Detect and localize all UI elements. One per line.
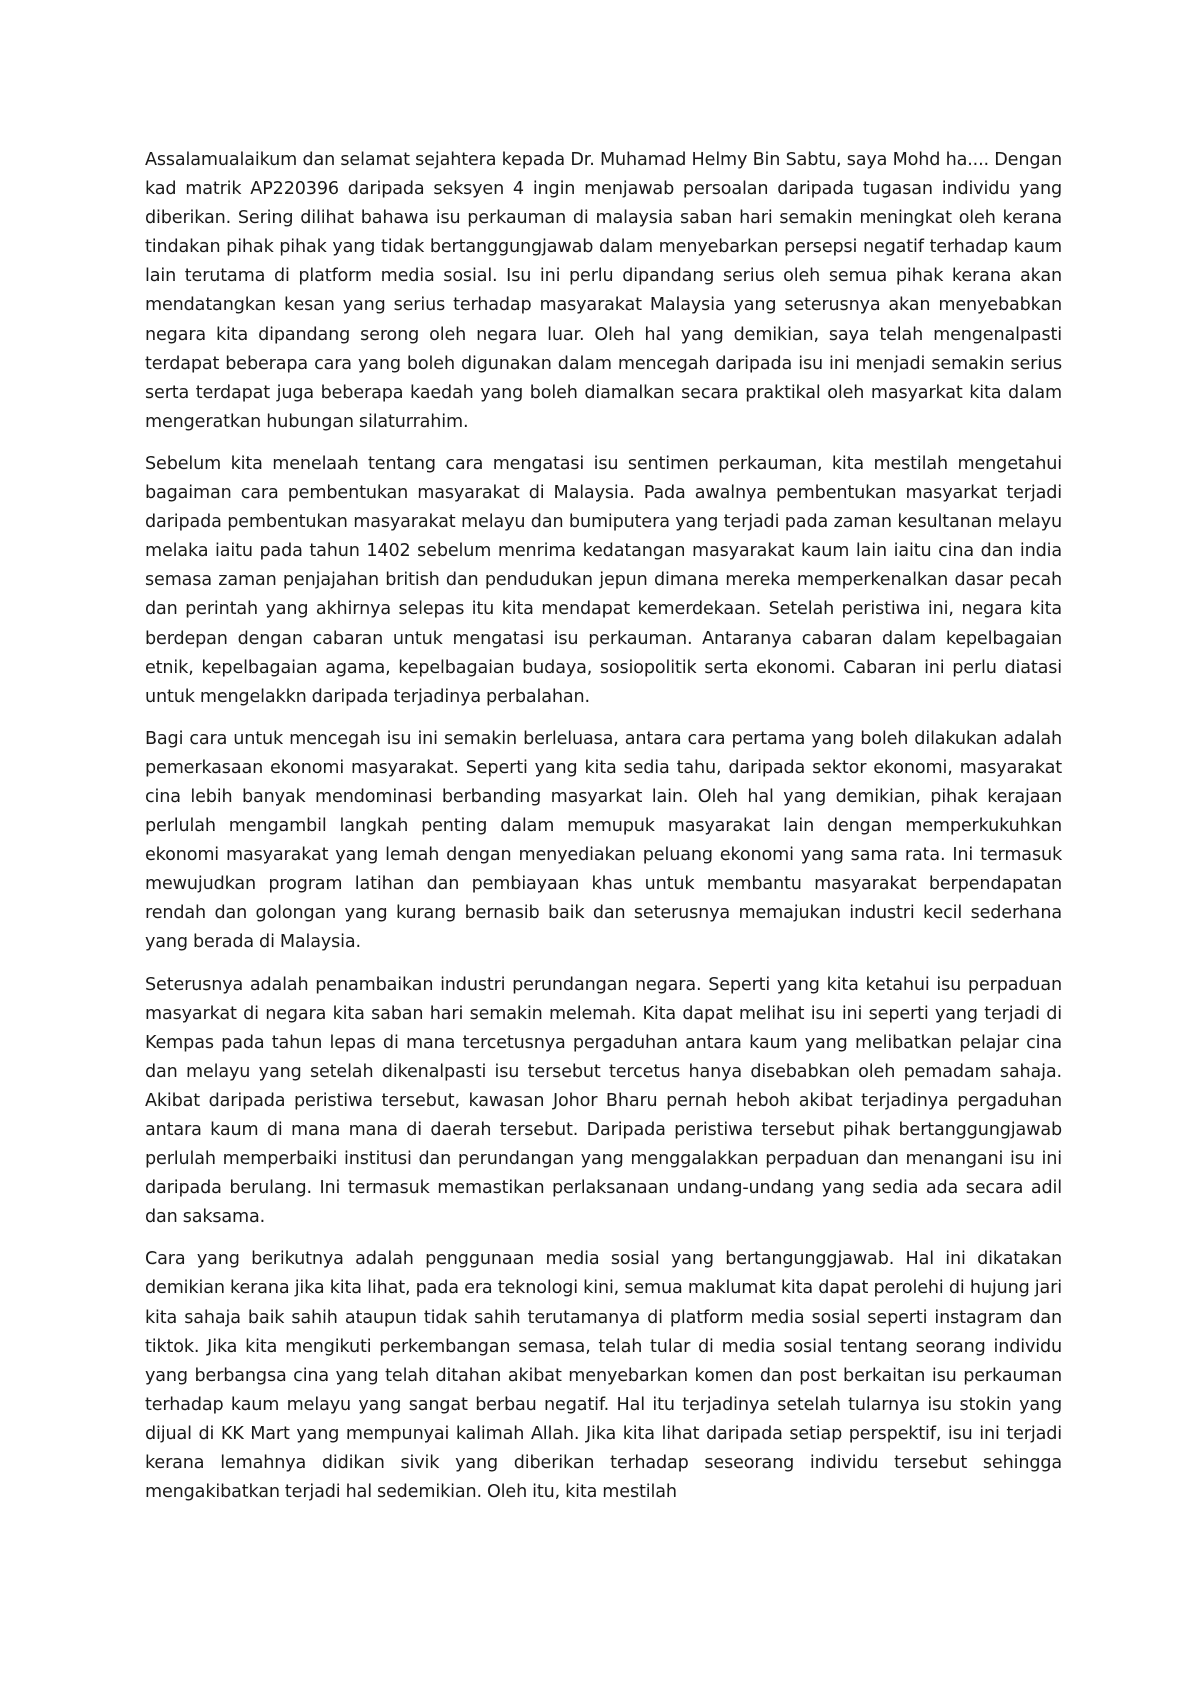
paragraph-economy: Bagi cara untuk mencegah isu ini semakin berleluasa, antara cara pertama yang boleh dilakukan adalah pemerkasaan ekonomi masyarakat. Seperti yang kita sedia tahu, daripada sektor ekonomi, masyarakat cina lebih banyak mendominasi berbanding masyarkat lain. Oleh hal yang demikian, pihak kerajaan perlulah mengambil langkah penting dalam memupuk masyarakat lain dengan memperkukuhkan ekonomi masyarakat yang lemah dengan menyediakan peluang ekonomi yang sama rata. Ini termasuk mewujudkan program latihan dan pembiayaan khas untuk membantu masyarakat berpendapatan rendah dan golongan yang kurang bernasib baik dan seterusnya memajukan industri kecil sederhana yang berada di Malaysia. (145, 728, 1062, 953)
document-body (145, 146, 1062, 1520)
paragraph-social-media: Cara yang berikutnya adalah penggunaan media sosial yang bertangunggjawab. Hal ini dikatakan demikian kerana jika kita lihat, pada era teknologi kini, semua maklumat kita dapat perolehi di hujung jari kita sahaja baik sahih ataupun tidak sahih terutamanya di platform media sosial seperti instagram dan tiktok. Jika kita mengikuti perkembangan semasa, telah tular di media sosial tentang seorang individu yang berbangsa cina yang telah ditahan akibat menyebarkan komen dan post berkaitan isu perkauman terhadap kaum melayu yang sangat berbau negatif. Hal itu terjadinya setelah tularnya isu stokin yang dijual di KK Mart yang mempunyai kalimah Allah. Jika kita lihat daripada setiap perspektif, isu ini terjadi kerana lemahnya didikan sivik yang diberikan terhadap seseorang individu tersebut sehingga mengakibatkan terjadi hal sedemikian. Oleh itu, kita mestilah (145, 1249, 1062, 1503)
paragraph-legislation: Seterusnya adalah penambaikan industri perundangan negara. Seperti yang kita ketahui isu perpaduan masyarkat di negara kita saban hari semakin melemah. Kita dapat melihat isu ini seperti yang terjadi di Kempas pada tahun lepas di mana tercetusnya pergaduhan antara kaum yang melibatkan pelajar cina dan melayu yang setelah dikenalpasti isu tersebut tercetus hanya disebabkan oleh pemadam sahaja. Akibat daripada peristiwa tersebut, kawasan Johor Bharu pernah heboh akibat terjadinya pergaduhan antara kaum di mana mana di daerah tersebut. Daripada peristiwa tersebut pihak bertanggungjawab perlulah memperbaiki institusi dan perundangan yang menggalakkan perpaduan dan menangani isu ini daripada berulang. Ini termasuk memastikan perlaksanaan undang-undang yang sedia ada secara adil dan saksama. (145, 974, 1062, 1228)
paragraph-background: Sebelum kita menelaah tentang cara mengatasi isu sentimen perkauman, kita mestilah mengetahui bagaiman cara pembentukan masyarakat di Malaysia. Pada awalnya pembentukan masyarkat terjadi daripada pembentukan masyarakat melayu dan bumiputera yang terjadi pada zaman kesultanan melayu melaka iaitu pada tahun 1402 sebelum menrima kedatangan masyarakat kaum lain iaitu cina dan india semasa zaman penjajahan british dan pendudukan jepun dimana mereka memperkenalkan dasar pecah dan perintah yang akhirnya selepas itu kita mendapat kemerdekaan. Setelah peristiwa ini, negara kita berdepan dengan cabaran untuk mengatasi isu perkauman. Antaranya cabaran dalam kepelbagaian etnik, kepelbagaian agama, kepelbagaian budaya, sosiopolitik serta ekonomi. Cabaran ini perlu diatasi untuk mengelakkn daripada terjadinya perbalahan. (145, 453, 1062, 707)
paragraph-introduction: Assalamualaikum dan selamat sejahtera kepada Dr. Muhamad Helmy Bin Sabtu, saya Mohd ha.... Dengan kad matrik AP220396 daripada seksyen 4 ingin menjawab persoalan daripada tugasan individu yang diberikan. Sering dilihat bahawa isu perkauman di malaysia saban hari semakin meningkat oleh kerana tindakan pihak pihak yang tidak bertanggungjawab dalam menyebarkan persepsi negatif terhadap kaum lain terutama di platform media sosial. Isu ini perlu dipandang serius oleh semua pihak kerana akan mendatangkan kesan yang serius terhadap masyarakat Malaysia yang seterusnya akan menyebabkan negara kita dipandang serong oleh negara luar. Oleh hal yang demikian, saya telah mengenalpasti terdapat beberapa cara yang boleh digunakan dalam mencegah daripada isu ini menjadi semakin serius serta terdapat juga beberapa kaedah yang boleh diamalkan secara praktikal oleh masyarkat kita dalam mengeratkan hubungan silaturrahim. (145, 150, 1062, 432)
